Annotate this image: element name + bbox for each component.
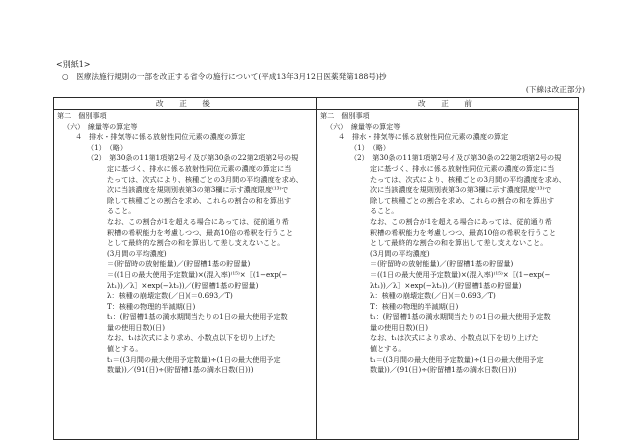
- text-line: 釈槽の希釈能力を考慮しつつ、最高10倍の希釈を行うこと: [370, 227, 557, 237]
- text-line: 量の使用日数)(日): [107, 322, 165, 332]
- text-line: ること。: [107, 206, 136, 216]
- text-line: ４ 排水・排気等に係る放射性同位元素の濃度の算定: [338, 132, 509, 142]
- text-line: として最終的な割合の和を算出して差し支えないこと。: [107, 238, 285, 248]
- comparison-table: [53, 97, 579, 440]
- text-line: 数量))／(91(日)÷(貯留槽1基の満水日数(日))): [370, 365, 517, 375]
- underline-note: (下線は改正部分): [525, 85, 585, 94]
- text-line: T：核種の物理的半減期(日): [370, 301, 459, 311]
- text-line: ＝(貯留時の放射能量)／(貯留槽1基の貯留量): [107, 259, 251, 269]
- text-line: t₁：(貯留槽1基の満水期間当たりの1日の最大使用予定数: [107, 312, 288, 322]
- text-line: 第二 個別事項: [57, 111, 107, 120]
- text-line: （1） （略）: [87, 142, 127, 152]
- text-line: 次に当該濃度を規則別表第3の第3欄に示す濃度限度⁽¹³⁾で: [107, 185, 289, 195]
- text-line: 定に基づく、排水に係る放射性同位元素の濃度の算定に当: [107, 163, 292, 173]
- text-line: t₁＝((3月間の最大使用予定数量)÷(1日の最大使用予定: [370, 354, 544, 364]
- text-line: たっては、次式により、核種ごとの3月間の平均濃度を求め、: [107, 174, 303, 184]
- column-divider: [316, 98, 317, 439]
- text-line: λt₁))／λ］×exp(−λt₂))／(貯留槽1基の貯留量): [107, 280, 259, 290]
- text-line: なお、この割合が1を超える場合にあっては、従前通り希: [107, 216, 289, 226]
- text-line: 除して核種ごとの割合を求め、これらの割合の和を算出す: [107, 195, 292, 205]
- text-line: 値とする。: [107, 344, 143, 354]
- text-line: なお、t₁は次式により求め、小数点以下を切り上げた: [107, 333, 276, 343]
- header-before-revision: 改 正 前: [316, 98, 578, 110]
- text-line: （1） （略）: [350, 142, 390, 152]
- text-line: 除して核種ごとの割合を求め、これらの割合の和を算出す: [370, 195, 555, 205]
- text-line: 釈槽の希釈能力を考慮しつつ、最高10倍の希釈を行うこと: [107, 227, 294, 237]
- text-line: （六） 線量等の算定等: [63, 121, 138, 131]
- header-after-revision: 改 正 後: [54, 98, 316, 110]
- before-revision-column: [320, 111, 576, 376]
- text-line: ＝(貯留時の放射能量)／(貯留槽1基の貯留量): [370, 259, 514, 269]
- after-revision-column: [57, 111, 313, 376]
- text-line: （2） 第30条の11第1項第2号イ及び第30条の22第2項第2号の規: [87, 153, 299, 163]
- text-line: （2） 第30条の11第1項第2号イ及び第30条の22第2項第2号の規: [350, 153, 562, 163]
- text-line: なお、t₁は次式により求め、小数点以下を切り上げた: [370, 333, 539, 343]
- text-line: として最終的な割合の和を算出して差し支えないこと。: [370, 238, 548, 248]
- text-line: λt₁))／λ］×exp(−λt₂))／(貯留槽1基の貯留量): [370, 280, 522, 290]
- text-line: 次に当該濃度を規則別表第3の第3欄に示す濃度限度⁽¹³⁾で: [370, 185, 552, 195]
- text-line: λ：核種の崩壊定数(／日)(＝0.693／T): [107, 291, 233, 301]
- text-line: 第二 個別事項: [320, 111, 370, 120]
- text-line: 量の使用日数)(日): [370, 322, 428, 332]
- text-line: T：核種の物理的半減期(日): [107, 301, 196, 311]
- text-line: なお、この割合が1を超える場合にあっては、従前通り希: [370, 216, 552, 226]
- text-line: λ：核種の崩壊定数(／日)(＝0.693／T): [370, 291, 496, 301]
- text-line: t₁＝((3月間の最大使用予定数量)÷(1日の最大使用予定: [107, 354, 281, 364]
- text-line: (3月間の平均濃度): [370, 248, 430, 258]
- text-line: (3月間の平均濃度): [107, 248, 167, 258]
- text-line: ＝((1日の最大使用予定数量)×(混入率)⁽¹⁵⁾×［(1−exp(−: [107, 269, 288, 279]
- text-line: ４ 排水・排気等に係る放射性同位元素の濃度の算定: [75, 132, 246, 142]
- text-line: （六） 線量等の算定等: [326, 121, 401, 131]
- text-line: 値とする。: [370, 344, 406, 354]
- document-title: ○ 医療法施行規則の一部を改正する省令の施行について(平成13年3月12日医薬発第188号)抄: [62, 72, 387, 81]
- text-line: ＝((1日の最大使用予定数量)×(混入率)⁽¹⁵⁾×［(1−exp(−: [370, 269, 551, 279]
- text-line: 数量))／(91(日)÷(貯留槽1基の満水日数(日))): [107, 365, 254, 375]
- text-line: 定に基づく、排水に係る放射性同位元素の濃度の算定に当: [370, 163, 555, 173]
- text-line: t₁：(貯留槽1基の満水期間当たりの1日の最大使用予定数: [370, 312, 551, 322]
- text-line: たっては、次式により、核種ごとの3月間の平均濃度を求め、: [370, 174, 566, 184]
- text-line: ること。: [370, 206, 399, 216]
- attachment-tag: <別紙1>: [56, 60, 91, 69]
